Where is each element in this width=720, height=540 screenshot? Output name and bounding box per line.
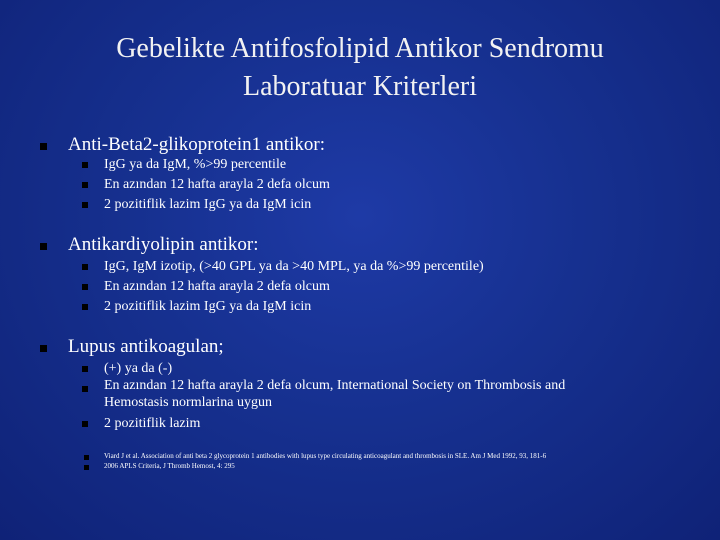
bullet-square-icon [40, 345, 47, 352]
bullet-square-icon [40, 243, 47, 250]
bullet-square-icon [82, 284, 88, 290]
slide-title [0, 30, 720, 106]
bullet-square-icon [82, 304, 88, 310]
bullet-square-icon [84, 455, 89, 460]
list-item: (+) ya da (-) [104, 361, 173, 376]
bullet-square-icon [82, 366, 88, 372]
list-item: 2 pozitiflik lazim IgG ya da IgM icin [104, 299, 312, 314]
list-item: 2 pozitiflik lazim IgG ya da IgM icin [104, 197, 312, 212]
bullet-square-icon [82, 386, 88, 392]
bullet-square-icon [82, 421, 88, 427]
bullet-square-icon [82, 162, 88, 168]
reference: 2006 APLS Criteria, J Thromb Hemost, 4: 295 [104, 462, 235, 470]
list-item: En azından 12 hafta arayla 2 defa olcum, International Society on Thrombosis and [104, 378, 566, 393]
section-heading: Lupus antikoagulan; [68, 336, 224, 357]
bullet-square-icon [82, 182, 88, 188]
list-item: 2 pozitiflik lazim [104, 416, 201, 431]
bullet-square-icon [40, 143, 47, 150]
list-item: IgG, IgM izotip, (>40 GPL ya da >40 MPL, ya da %>99 percentile) [104, 259, 484, 274]
reference: Viard J et al. Association of anti beta 2 glycoprotein 1 antibodies with lupus type circulating anticoagulant and thrombosis in SLE. Am J Med 1992, 93, 181-6 [104, 452, 547, 460]
list-item-continuation: Hemostasis normlarina uygun [104, 395, 272, 410]
title-line-1: Gebelikte Antifosfolipid Antikor Sendromu [116, 33, 604, 64]
list-item: En azından 12 hafta arayla 2 defa olcum [104, 177, 330, 192]
list-item: IgG ya da IgM, %>99 percentile [104, 157, 287, 172]
section-heading: Anti-Beta2-glikoprotein1 antikor: [68, 134, 325, 155]
bullet-square-icon [82, 264, 88, 270]
bullet-square-icon [84, 465, 89, 470]
title-line-2: Laboratuar Kriterleri [243, 71, 477, 102]
bullet-square-icon [82, 202, 88, 208]
list-item: En azından 12 hafta arayla 2 defa olcum [104, 279, 330, 294]
section-heading: Antikardiyolipin antikor: [68, 234, 259, 255]
